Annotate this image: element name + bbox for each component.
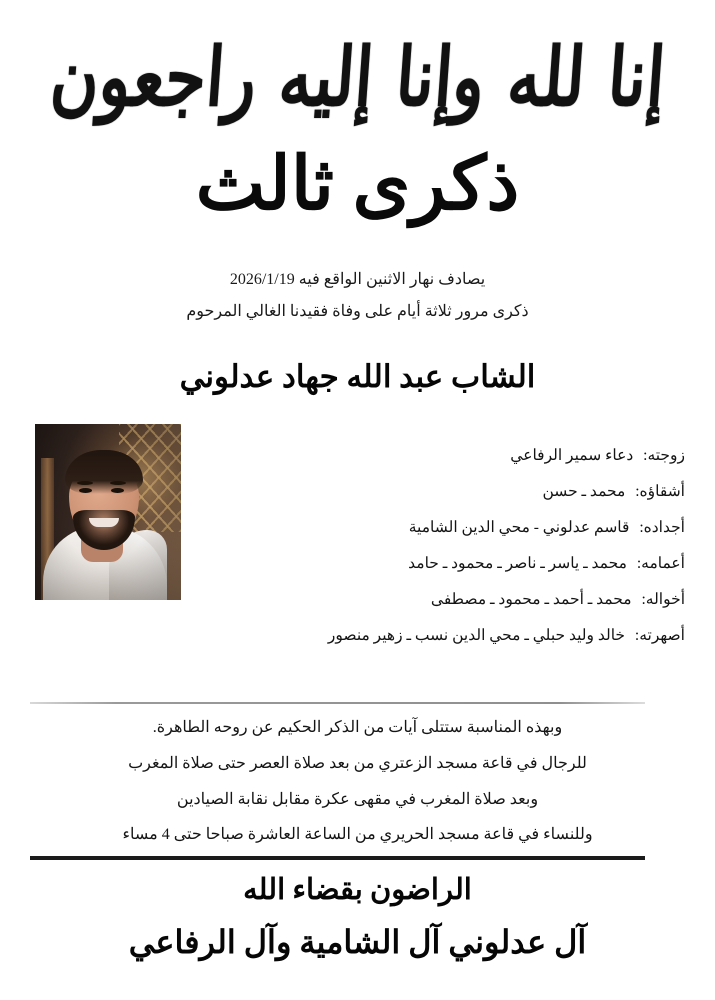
relation-label: أصهرته: (634, 626, 685, 644)
announcement-line: للرجال في قاعة مسجد الزعتري من بعد صلاة العصر حتى صلاة المغرب (128, 754, 587, 772)
divider-thick (30, 856, 645, 860)
relation-value: محمد ـ ياسر ـ ناصر ـ محمود ـ حامد (408, 554, 627, 572)
divider-thin (30, 702, 645, 704)
deceased-name: الشاب عبد الله جهاد عدلوني (179, 359, 536, 394)
relation-row (215, 554, 685, 575)
relation-label: أجداده: (639, 518, 685, 536)
deceased-portrait-photo (35, 424, 181, 600)
relation-value: قاسم عدلوني - محي الدين الشامية (408, 518, 630, 536)
relation-row (215, 482, 685, 503)
footer-condolence-line: الراضون بقضاء الله (243, 874, 472, 906)
announcement-block (0, 716, 715, 859)
relation-value: دعاء سمير الرفاعي (510, 447, 634, 464)
relation-label: زوجته: (643, 447, 685, 464)
announcement-line: وبعد صلاة المغرب في مقهى عكرة مقابل نقابة الصيادين (176, 790, 539, 808)
announcement-line: وللنساء في قاعة مسجد الحريري من الساعة العاشرة صباحا حتى 4 مساء (122, 826, 593, 844)
relations-list (215, 446, 685, 662)
footer-block (0, 872, 715, 962)
relation-value: خالد وليد حبلي ـ محي الدين نسب ـ زهير منصور (327, 626, 626, 644)
date-line: يصادف نهار الاثنين الواقع فيه 2026/1/19 (229, 271, 486, 288)
relation-value: محمد ـ أحمد ـ محمود ـ مصطفى (430, 590, 632, 608)
relation-row (215, 626, 685, 647)
page-title: ذكرى ثالث (195, 144, 520, 226)
calligraphy-header (0, 8, 715, 148)
calligraphy-text: إنا لله وإنا إليه راجعون (47, 29, 668, 125)
footer-families-line: آل عدلوني آل الشامية وآل الرفاعي (128, 924, 587, 961)
relation-value: محمد ـ حسن (542, 482, 626, 500)
relation-label: أعمامه: (636, 554, 685, 572)
relation-row (215, 590, 685, 611)
relation-label: أخواله: (641, 590, 685, 608)
relation-row (215, 518, 685, 539)
announcement-line: وبهذه المناسبة ستتلى آيات من الذكر الحكيم عن روحه الطاهرة. (152, 719, 563, 736)
photo-vignette (35, 424, 181, 600)
occasion-line: ذكرى مرور ثلاثة أيام على وفاة فقيدنا الغالي المرحوم (186, 302, 529, 320)
relation-row (215, 446, 685, 467)
intro-block (0, 268, 715, 332)
relation-label: أشقاؤه: (635, 482, 685, 500)
